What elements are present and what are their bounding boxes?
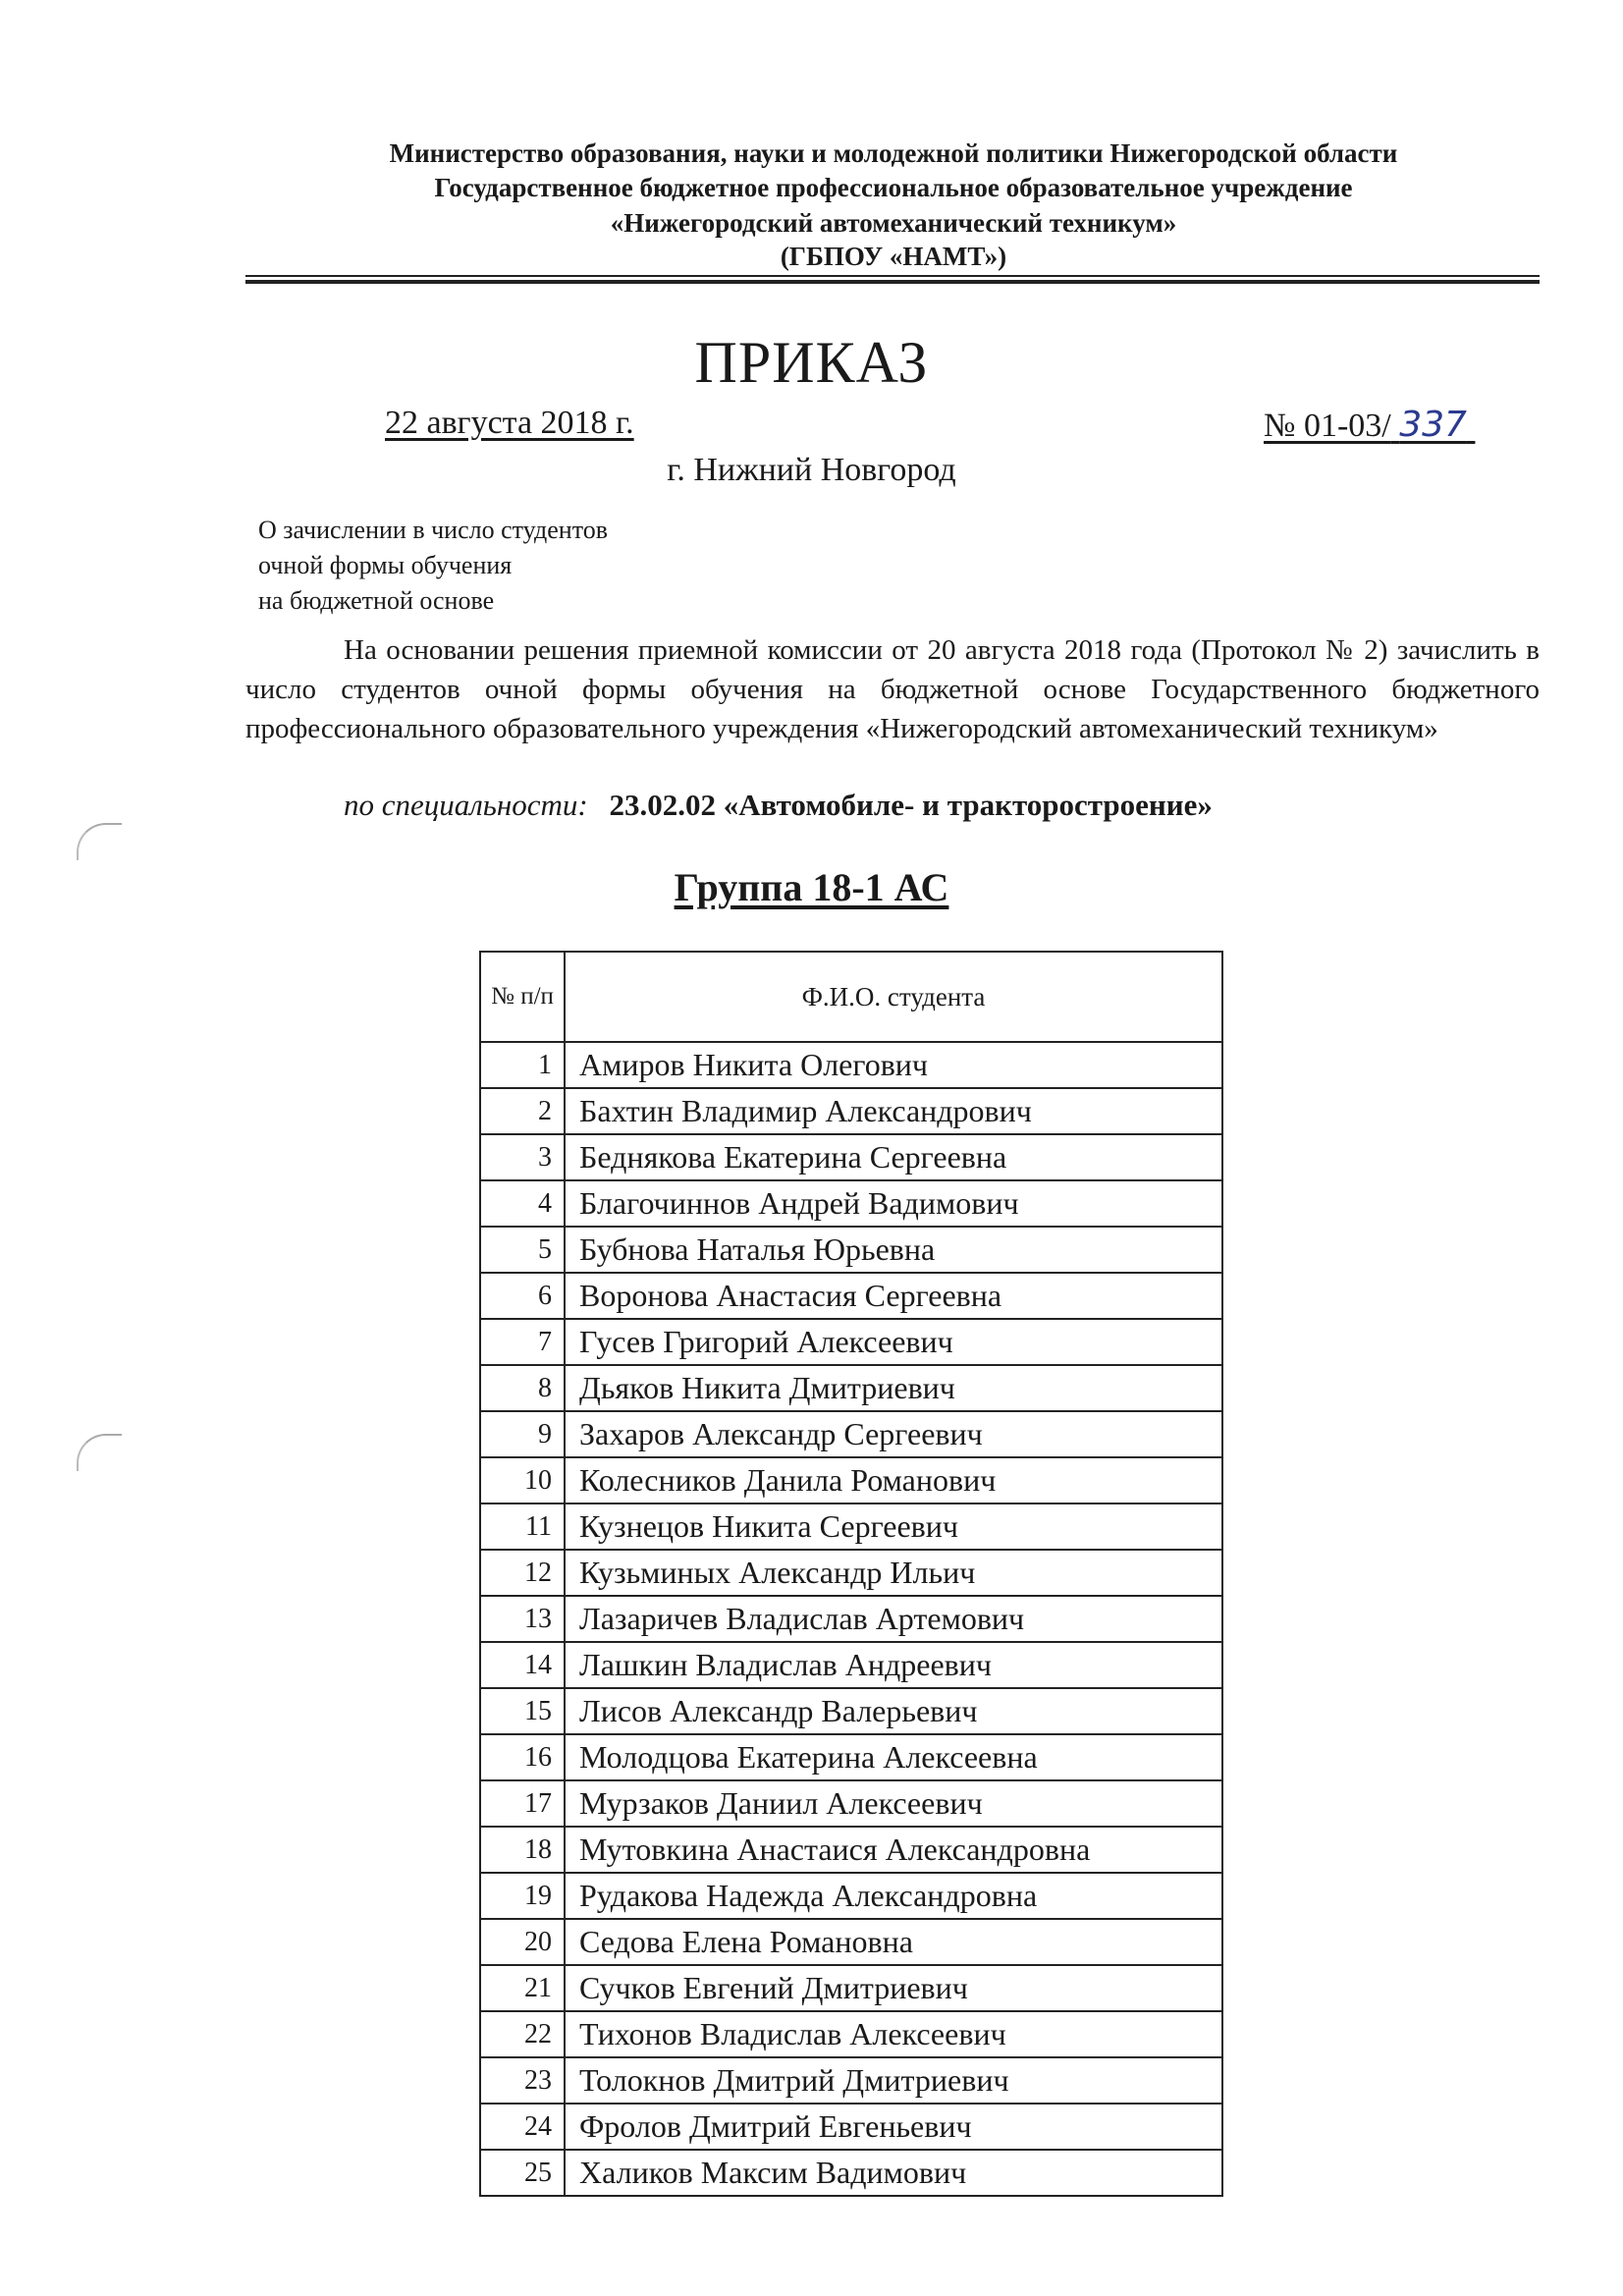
header-ministry: Министерство образования, науки и молодежной политики Нижегородской области — [389, 138, 1398, 168]
row-number: 2 — [480, 1088, 565, 1134]
document-subject — [258, 513, 769, 619]
punch-hole-mark — [77, 823, 122, 860]
student-name: Кузьминых Александр Ильич — [565, 1550, 1222, 1596]
row-number: 15 — [480, 1688, 565, 1734]
header-abbreviation: (ГБПОУ «НАМТ») — [780, 242, 1007, 271]
table-row — [480, 1827, 1222, 1873]
student-name: Гусев Григорий Алексеевич — [565, 1319, 1222, 1365]
table-row — [480, 1688, 1222, 1734]
student-name: Беднякова Екатерина Сергеевна — [565, 1134, 1222, 1180]
body-paragraph: На основании решения приемной комиссии от 20 августа 2018 года (Протокол № 2) зачислить в число студентов очной формы обучения на бюджетной основе Государственного бюджетного профессионального образовательного учреждения «Нижегородский автомеханический техникум» — [245, 634, 1540, 744]
row-number: 18 — [480, 1827, 565, 1873]
student-name: Кузнецов Никита Сергеевич — [565, 1503, 1222, 1550]
student-name: Благочиннов Андрей Вадимович — [565, 1180, 1222, 1227]
student-name: Бахтин Владимир Александрович — [565, 1088, 1222, 1134]
student-name: Лазаричев Владислав Артемович — [565, 1596, 1222, 1642]
table-row — [480, 2150, 1222, 2196]
row-number: 22 — [480, 2011, 565, 2057]
student-name: Халиков Максим Вадимович — [565, 2150, 1222, 2196]
column-header-name: Ф.И.О. студента — [565, 952, 1222, 1042]
table-row — [480, 1734, 1222, 1780]
student-name: Седова Елена Романовна — [565, 1919, 1222, 1965]
row-number: 5 — [480, 1227, 565, 1273]
row-number: 12 — [480, 1550, 565, 1596]
table-row — [480, 2011, 1222, 2057]
student-name: Захаров Александр Сергеевич — [565, 1411, 1222, 1457]
subject-line: на бюджетной основе — [258, 586, 495, 615]
subject-line: О зачислении в число студентов — [258, 516, 609, 544]
header-rule-bottom — [245, 280, 1540, 284]
table-row — [480, 1550, 1222, 1596]
document-title: ПРИКАЗ — [694, 330, 929, 395]
row-number: 16 — [480, 1734, 565, 1780]
row-number: 10 — [480, 1457, 565, 1503]
row-number: 17 — [480, 1780, 565, 1827]
table-row — [480, 2057, 1222, 2104]
row-number: 23 — [480, 2057, 565, 2104]
student-name: Колесников Данила Романович — [565, 1457, 1222, 1503]
row-number: 9 — [480, 1411, 565, 1457]
table-header-row — [480, 952, 1222, 1042]
student-name: Толокнов Дмитрий Дмитриевич — [565, 2057, 1222, 2104]
document-city: г. Нижний Новгород — [667, 452, 956, 488]
table-row — [480, 1180, 1222, 1227]
column-header-number: № п/п — [480, 952, 565, 1042]
students-table — [479, 951, 1223, 2197]
table-row — [480, 1273, 1222, 1319]
table-row — [480, 1411, 1222, 1457]
table-row — [480, 1596, 1222, 1642]
table-row — [480, 1134, 1222, 1180]
document-number-handwritten: 337 — [1399, 405, 1467, 445]
table-row — [480, 1365, 1222, 1411]
row-number: 25 — [480, 2150, 565, 2196]
student-name: Фролов Дмитрий Евгеньевич — [565, 2104, 1222, 2150]
student-name: Мутовкина Анастаися Александровна — [565, 1827, 1222, 1873]
punch-hole-mark — [77, 1434, 122, 1471]
header-rule-top — [245, 275, 1540, 277]
row-number: 14 — [480, 1642, 565, 1688]
row-number: 3 — [480, 1134, 565, 1180]
document-number-prefix: № 01-03/ — [1264, 408, 1391, 444]
specialty-label: по специальности: — [344, 788, 588, 822]
student-name: Воронова Анастасия Сергеевна — [565, 1273, 1222, 1319]
table-row — [480, 1965, 1222, 2011]
row-number: 19 — [480, 1873, 565, 1919]
document-date: 22 августа 2018 г. — [385, 405, 634, 441]
row-number: 21 — [480, 1965, 565, 2011]
table-row — [480, 1042, 1222, 1088]
student-name: Рудакова Надежда Александровна — [565, 1873, 1222, 1919]
header-institution: Государственное бюджетное профессиональное образовательное учреждение — [434, 173, 1353, 202]
table-row — [480, 1873, 1222, 1919]
table-row — [480, 1227, 1222, 1273]
row-number: 6 — [480, 1273, 565, 1319]
row-number: 7 — [480, 1319, 565, 1365]
specialty-value: 23.02.02 «Автомобиле- и тракторостроение» — [609, 788, 1213, 822]
subject-line: очной формы обучения — [258, 551, 513, 579]
student-name: Молодцова Екатерина Алексеевна — [565, 1734, 1222, 1780]
specialty-line — [344, 788, 1213, 823]
table-row — [480, 1780, 1222, 1827]
table-row — [480, 1319, 1222, 1365]
student-name: Дьяков Никита Дмитриевич — [565, 1365, 1222, 1411]
student-name: Бубнова Наталья Юрьевна — [565, 1227, 1222, 1273]
row-number: 8 — [480, 1365, 565, 1411]
table-row — [480, 1457, 1222, 1503]
row-number: 11 — [480, 1503, 565, 1550]
row-number: 13 — [480, 1596, 565, 1642]
row-number: 20 — [480, 1919, 565, 1965]
student-name: Сучков Евгений Дмитриевич — [565, 1965, 1222, 2011]
student-name: Амиров Никита Олегович — [565, 1042, 1222, 1088]
student-name: Тихонов Владислав Алексеевич — [565, 2011, 1222, 2057]
table-row — [480, 1503, 1222, 1550]
table-row — [480, 1919, 1222, 1965]
table-row — [480, 1088, 1222, 1134]
student-name: Лисов Александр Валерьевич — [565, 1688, 1222, 1734]
row-number: 1 — [480, 1042, 565, 1088]
row-number: 24 — [480, 2104, 565, 2150]
header-institution-name: «Нижегородский автомеханический техникум» — [610, 208, 1177, 238]
student-name: Лашкин Владислав Андреевич — [565, 1642, 1222, 1688]
table-row — [480, 1642, 1222, 1688]
student-name: Мурзаков Даниил Алексеевич — [565, 1780, 1222, 1827]
table-row — [480, 2104, 1222, 2150]
document-number — [1264, 405, 1504, 445]
group-title: Группа 18-1 АС — [674, 865, 949, 909]
row-number: 4 — [480, 1180, 565, 1227]
